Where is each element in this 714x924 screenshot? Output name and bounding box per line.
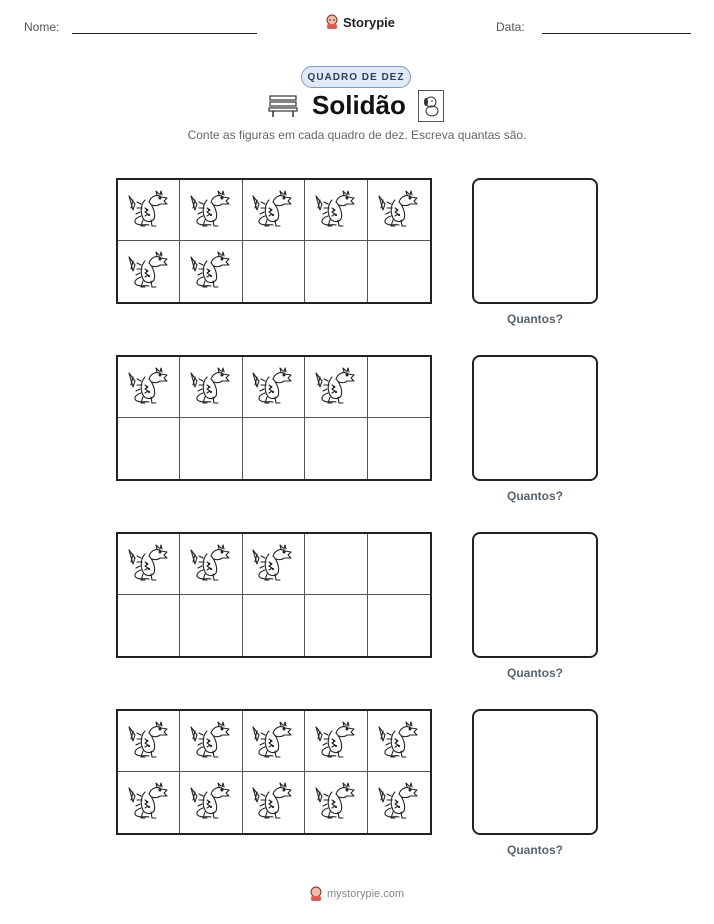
answer-box[interactable]	[472, 532, 598, 658]
ten-frame-cell	[180, 180, 242, 241]
ten-frame-cell	[180, 418, 242, 479]
answer-box[interactable]	[472, 178, 598, 304]
ten-frame-cell	[180, 357, 242, 418]
dragon-icon	[127, 363, 171, 412]
ten-frame-cell	[243, 772, 305, 833]
ten-frame-cell	[368, 241, 430, 302]
dragon-icon	[189, 540, 233, 589]
ten-frame-cell	[368, 711, 430, 772]
ten-frame-cell	[368, 534, 430, 595]
answer-label: Quantos?	[507, 312, 563, 326]
ten-frame-cell	[118, 595, 180, 656]
dragon-icon	[189, 717, 233, 766]
answer-label: Quantos?	[507, 489, 563, 503]
dragon-icon	[127, 540, 171, 589]
ten-frame-cell	[305, 357, 367, 418]
date-line[interactable]	[542, 33, 691, 34]
bench-icon	[268, 94, 298, 118]
ten-frame-cell	[243, 418, 305, 479]
worksheet-badge: QUADRO DE DEZ	[301, 66, 411, 88]
ten-frame-cell	[305, 534, 367, 595]
dragon-icon	[314, 186, 358, 235]
ten-frame-cell	[368, 357, 430, 418]
ten-frame-cell	[180, 534, 242, 595]
dragon-icon	[251, 186, 295, 235]
ten-frame-cell	[368, 418, 430, 479]
ten-frame-cell	[305, 180, 367, 241]
dragon-icon	[377, 778, 421, 827]
dog-icon	[418, 90, 444, 122]
answer-label: Quantos?	[507, 666, 563, 680]
ten-frame-cell	[118, 180, 180, 241]
ten-frame-cell	[243, 180, 305, 241]
ten-frame-cell	[180, 595, 242, 656]
dragon-icon	[251, 363, 295, 412]
dragon-icon	[314, 717, 358, 766]
footer-url[interactable]: mystorypie.com	[327, 888, 405, 900]
instructions: Conte as figuras em cada quadro de dez. Escreva quantas são.	[187, 128, 527, 142]
dragon-icon	[127, 247, 171, 296]
page-title: Solidão	[312, 90, 406, 120]
ten-frame-cell	[118, 534, 180, 595]
ten-frame-cell	[243, 241, 305, 302]
ten-frame-cell	[305, 595, 367, 656]
ten-frame	[116, 709, 432, 835]
footer	[309, 886, 404, 902]
storypie-logo-icon	[309, 886, 323, 902]
ten-frame-cell	[305, 772, 367, 833]
ten-frame-cell	[368, 595, 430, 656]
answer-label: Quantos?	[507, 843, 563, 857]
name-label: Nome:	[24, 20, 60, 34]
storypie-logo-icon	[325, 14, 339, 30]
ten-frame	[116, 178, 432, 304]
ten-frame-cell	[243, 534, 305, 595]
ten-frame-cell	[243, 357, 305, 418]
ten-frame	[116, 532, 432, 658]
dragon-icon	[377, 717, 421, 766]
dragon-icon	[314, 778, 358, 827]
ten-frame-cell	[180, 711, 242, 772]
dragon-icon	[189, 363, 233, 412]
ten-frame-cell	[180, 241, 242, 302]
ten-frame-cell	[368, 180, 430, 241]
dragon-icon	[127, 717, 171, 766]
dragon-icon	[127, 186, 171, 235]
dragon-icon	[251, 540, 295, 589]
dragon-icon	[189, 778, 233, 827]
dragon-icon	[127, 778, 171, 827]
brand	[325, 14, 395, 30]
ten-frame	[116, 355, 432, 481]
dragon-icon	[189, 247, 233, 296]
ten-frame-cell	[243, 595, 305, 656]
ten-frame-cell	[118, 711, 180, 772]
ten-frame-cell	[118, 357, 180, 418]
dragon-icon	[251, 778, 295, 827]
dragon-icon	[189, 186, 233, 235]
ten-frame-cell	[305, 418, 367, 479]
ten-frame-cell	[118, 418, 180, 479]
dragon-icon	[377, 186, 421, 235]
dragon-icon	[251, 717, 295, 766]
answer-box[interactable]	[472, 709, 598, 835]
ten-frame-cell	[180, 772, 242, 833]
dragon-icon	[314, 363, 358, 412]
ten-frame-cell	[368, 772, 430, 833]
ten-frame-cell	[118, 241, 180, 302]
name-line[interactable]	[72, 33, 257, 34]
date-label: Data:	[496, 20, 525, 34]
answer-box[interactable]	[472, 355, 598, 481]
brand-name: Storypie	[343, 14, 396, 30]
ten-frame-cell	[118, 772, 180, 833]
ten-frame-cell	[243, 711, 305, 772]
ten-frame-cell	[305, 711, 367, 772]
ten-frame-cell	[305, 241, 367, 302]
